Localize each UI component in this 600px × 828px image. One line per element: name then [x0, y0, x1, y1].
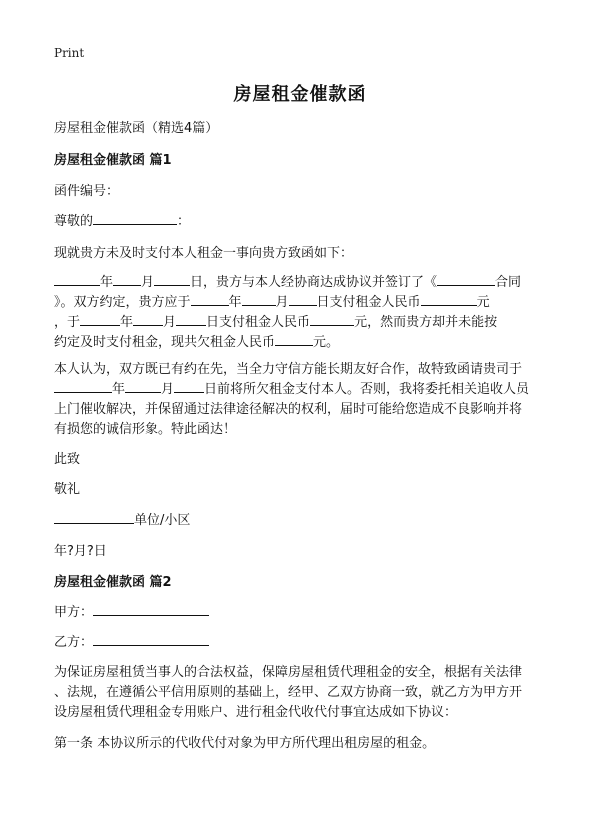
closing-jing-li: 敬礼 [54, 482, 81, 497]
document-title: 房屋租金催款函 [233, 84, 367, 105]
blank [133, 312, 163, 326]
blank [191, 292, 229, 306]
text: 日，贵方与本人经协商达成协议并签订了《 [190, 275, 438, 290]
text: 》。双方约定，贵方应于 [54, 295, 191, 310]
para1-line2 [54, 292, 554, 314]
party-a-blank [93, 602, 209, 616]
contract-name-blank [437, 272, 495, 286]
article-1: 第一条 本协议所示的代收代付对象为甲方所代理出租房屋的租金。 [54, 736, 436, 751]
text: 月 [275, 295, 289, 310]
document-subtitle: 房屋租金催款函（精选4篇） [54, 121, 219, 136]
blank [289, 292, 317, 306]
blank [54, 379, 112, 393]
amount-blank [421, 292, 477, 306]
text: ，于 [54, 315, 81, 330]
print-label: Print [54, 46, 85, 60]
text: 月 [141, 275, 155, 290]
para2-line3: 上门催收解决，并保留通过法律途径解决的权利，届时可能给您造成不良影响并将 [54, 402, 523, 417]
text: 元，然而贵方却并未能按 [354, 315, 498, 330]
para2-line1: 本人认为，双方既已有约在先，当全力守信方能长期友好合作，故特致函请贵司于 [54, 362, 523, 377]
section2-para-line1: 为保证房屋租赁当事人的合法权益，保障房屋租赁代理租金的安全，根据有关法律 [54, 665, 523, 680]
party-b-label: 乙方： [54, 635, 94, 650]
text: 约定及时支付租金，现共欠租金人民币 [54, 335, 276, 350]
date-line: 年?月?日 [54, 544, 107, 559]
text: 日前将所欠租金支付本人。否则，我将委托相关追收人员 [204, 382, 530, 397]
blank [80, 312, 120, 326]
section-2-heading: 房屋租金催款函 篇2 [54, 575, 172, 590]
section-1-heading: 房屋租金催款函 篇1 [54, 153, 172, 168]
blank [176, 312, 206, 326]
party-b-blank [93, 632, 209, 646]
unit-label: 单位/小区 [134, 513, 191, 528]
blank [174, 379, 204, 393]
text: 年 [100, 275, 114, 290]
blank [242, 292, 276, 306]
blank [113, 272, 141, 286]
text: 元。 [313, 335, 340, 350]
recipient-blank [93, 211, 177, 225]
text: 月 [161, 382, 175, 397]
text: 日支付租金人民币 [206, 315, 311, 330]
closing-ci-zhi: 此致 [54, 452, 81, 467]
letter-number-label: 函件编号： [54, 184, 120, 199]
salutation [54, 211, 554, 233]
amount-blank [310, 312, 354, 326]
signature-blank [54, 510, 134, 524]
para1-line3 [54, 312, 554, 334]
party-b-line [54, 632, 554, 654]
para2-line4: 有损您的诚信形象。特此函达！ [54, 422, 237, 437]
para1-line1 [54, 272, 554, 294]
blank [125, 379, 161, 393]
text: 月 [163, 315, 177, 330]
section2-para-line2: 、法规，在遵循公平信用原则的基础上，经甲、乙双方协商一致，就乙方为甲方开 [54, 685, 523, 700]
text: 年 [120, 315, 134, 330]
signature-unit-line [54, 510, 554, 532]
para1-line4 [54, 332, 554, 354]
salutation-start: 尊敬的 [54, 214, 94, 229]
text: 年 [112, 382, 126, 397]
salutation-end: ： [177, 214, 191, 229]
blank [154, 272, 190, 286]
amount-blank [275, 332, 313, 346]
text: 年 [228, 295, 242, 310]
party-a-label: 甲方： [54, 605, 94, 620]
text: 合同 [495, 275, 522, 290]
text: 元 [476, 295, 490, 310]
party-a-line [54, 602, 554, 624]
para2-line2 [54, 379, 554, 401]
section2-para-line3: 设房屋租赁代理租金专用账户、进行租金代收代付事宜达成如下协议： [54, 705, 458, 720]
intro-text: 现就贵方未及时支付本人租金一事向贵方致函如下： [54, 246, 354, 261]
text: 日支付租金人民币 [316, 295, 421, 310]
blank [54, 272, 100, 286]
